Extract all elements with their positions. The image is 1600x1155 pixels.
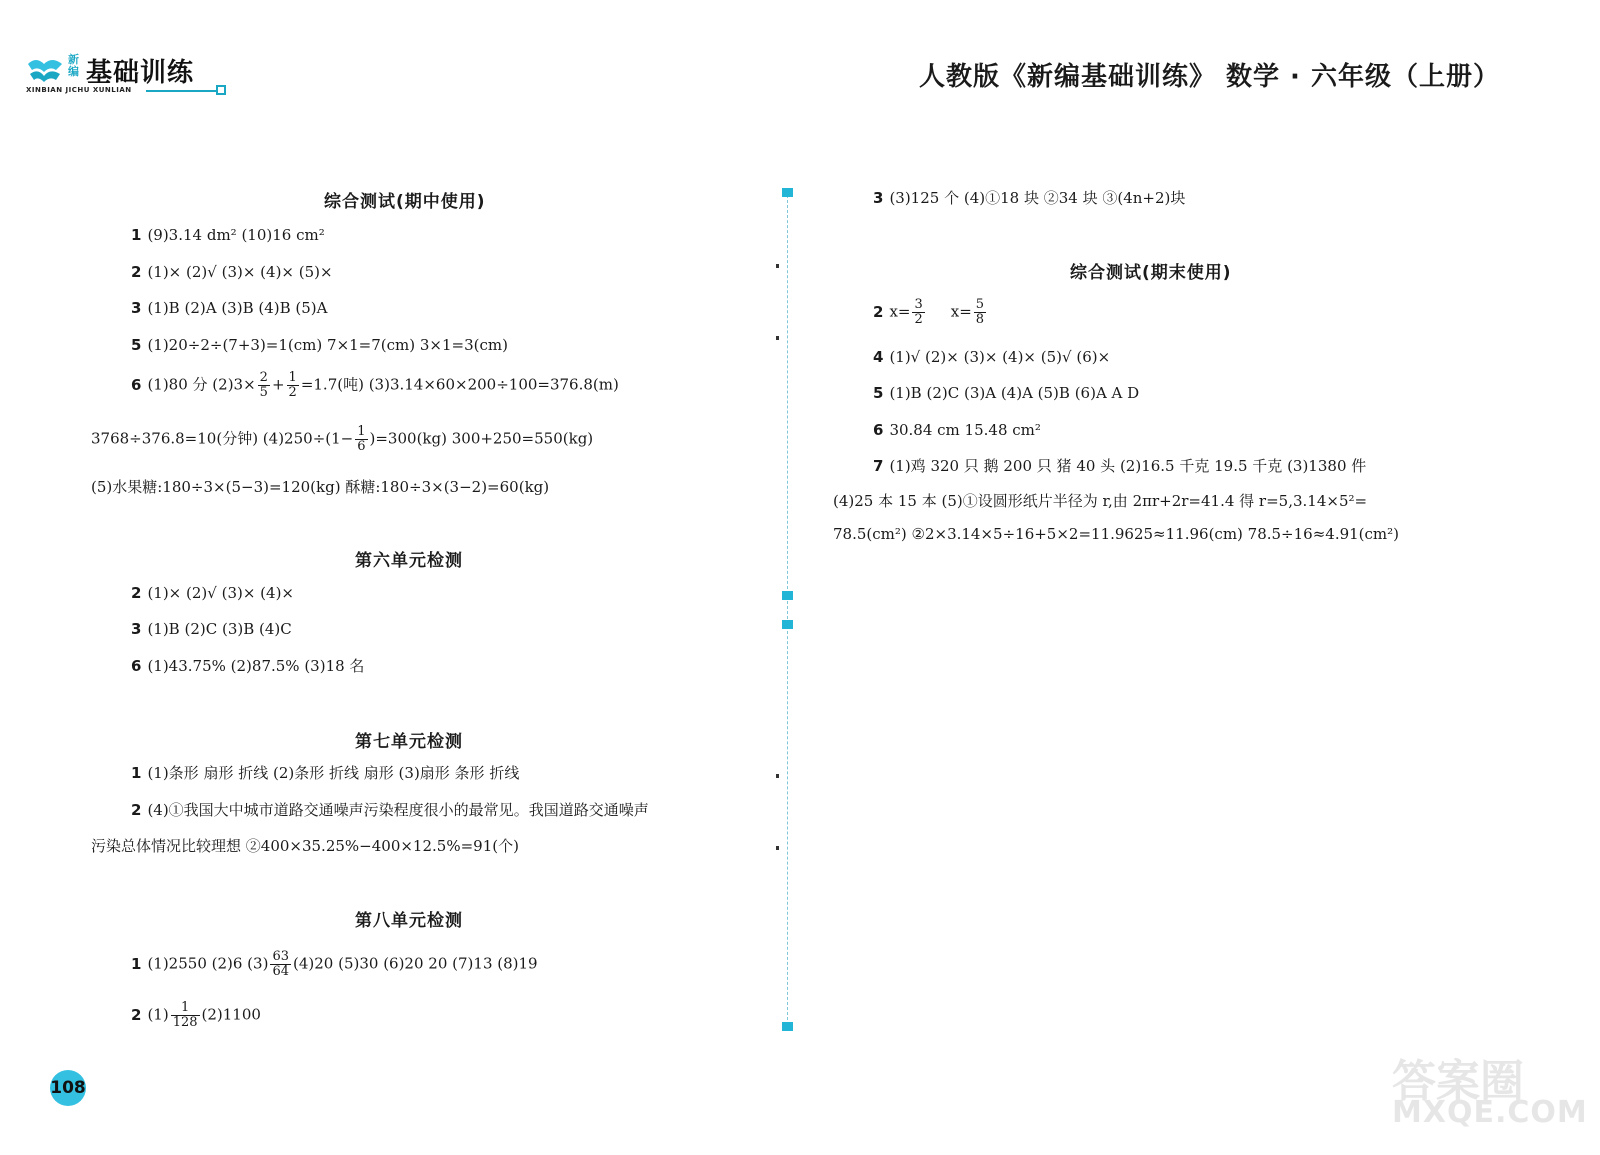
- column-divider: [787, 190, 788, 1030]
- binding-dot: [776, 846, 779, 850]
- fraction: [355, 425, 367, 454]
- question-number: 2: [131, 584, 142, 602]
- answer-text: )=300(kg) 300+250=550(kg): [369, 429, 594, 448]
- section-title-final: 综合测试(期末使用): [1070, 263, 1232, 283]
- answer-text: (1)B (2)A (3)B (4)B (5)A: [147, 299, 328, 317]
- answer-text: 3768÷376.8=10(分钟) (4)250÷(1−: [91, 429, 354, 448]
- fraction-denominator: 64: [272, 964, 289, 979]
- fraction-numerator: 2: [259, 370, 268, 385]
- logo-box-icon: [216, 85, 226, 95]
- answer-text: (4)20 (5)30 (6)20 20 (7)13 (8)19: [292, 954, 538, 973]
- answer-line: [131, 763, 519, 783]
- answer-text: +: [271, 375, 285, 394]
- question-number: 1: [131, 226, 142, 244]
- answer-text: (1)80 分 (2)3×: [147, 375, 256, 394]
- question-number: 4: [873, 348, 884, 366]
- question-number: 2: [131, 801, 142, 819]
- question-number: 3: [131, 299, 142, 317]
- logo-underline: [146, 90, 216, 92]
- page-number: 108: [50, 1070, 86, 1106]
- fraction-numerator: 1: [171, 1001, 200, 1016]
- question-number: 2: [873, 302, 884, 321]
- question-number: 7: [873, 457, 884, 475]
- answer-text: (1)B (2)C (3)A (4)A (5)B (6)A A D: [889, 384, 1140, 402]
- fraction: [258, 371, 270, 400]
- answer-line: [833, 524, 1399, 544]
- answer-text: (1)43.75% (2)87.5% (3)18 名: [147, 657, 365, 675]
- answer-line: [873, 456, 1366, 476]
- question-number: 3: [873, 189, 884, 207]
- binding-dot: [776, 774, 779, 778]
- answer-text: 30.84 cm 15.48 cm²: [889, 421, 1041, 439]
- answer-text: (1)条形 扇形 折线 (2)条形 折线 扇形 (3)扇形 条形 折线: [147, 764, 520, 782]
- answer-text: (1): [147, 1005, 169, 1024]
- fraction-numerator: 1: [288, 370, 297, 385]
- logo-title: 基础训练: [86, 58, 195, 88]
- logo-mark-icon: [26, 56, 64, 84]
- binding-dot: [776, 336, 779, 340]
- answer-text: (1)鸡 320 只 鹅 200 只 猪 40 头 (2)16.5 千克 19.5 千克 (3)1380 件: [889, 457, 1367, 475]
- watermark-text: 答案圈: [1392, 1056, 1524, 1107]
- question-number: 6: [873, 421, 884, 439]
- fraction-denominator: 8: [975, 312, 985, 327]
- answer-line: [131, 335, 508, 355]
- question-number: 5: [131, 336, 142, 354]
- answer-text: (1)2550 (2)6 (3): [147, 954, 269, 973]
- answer-text: (4)25 本 15 本 (5)①设圆形纸片半径为 r,由 2πr+2r=41.4 得 r=5,3.14×5²=: [833, 492, 1368, 510]
- answer-line: [131, 1001, 261, 1030]
- answer-text: 78.5(cm²) ②2×3.14×5÷16+5×2=11.9625≈11.96(cm) 78.5÷16≈4.91(cm²): [833, 525, 1400, 543]
- answer-line: [873, 383, 1139, 403]
- fraction: [270, 950, 291, 979]
- answer-text: (1)20÷2÷(7+3)=1(cm) 7×1=7(cm) 3×1=3(cm): [147, 336, 508, 354]
- answer-text: (1)√ (2)× (3)× (4)× (5)√ (6)×: [889, 348, 1111, 366]
- fraction-denominator: 2: [914, 312, 923, 327]
- question-number: 3: [131, 620, 142, 638]
- watermark-url: MXQE.COM: [1392, 1095, 1588, 1130]
- answer-line: [873, 188, 1185, 208]
- fraction: [974, 298, 986, 327]
- answer-line: [91, 425, 593, 454]
- question-number: 1: [131, 764, 142, 782]
- answer-text: x=: [889, 302, 911, 321]
- fraction-numerator: 5: [975, 297, 985, 312]
- answer-line: [873, 347, 1110, 367]
- answer-text: (3)125 个 (4)①18 块 ②34 块 ③(4n+2)块: [889, 189, 1186, 207]
- binding-marker: [782, 188, 793, 197]
- fraction-denominator: 6: [357, 439, 366, 454]
- question-number: 2: [131, 1005, 142, 1024]
- fraction-numerator: 3: [914, 297, 923, 312]
- answer-line: [131, 656, 364, 676]
- question-number: 2: [131, 263, 142, 281]
- watermark-logo: [1392, 1045, 1588, 1135]
- answer-text: (5)水果糖:180÷3×(5−3)=120(kg) 酥糖:180÷3×(3−2)=60(kg): [91, 478, 550, 496]
- fraction-denominator: 5: [259, 385, 268, 400]
- binding-marker: [782, 1022, 793, 1031]
- answer-line: [131, 619, 292, 639]
- question-number: 5: [873, 384, 884, 402]
- section-title-unit8: 第八单元检测: [355, 911, 463, 931]
- answer-line: [833, 491, 1367, 511]
- fraction: [171, 1001, 200, 1030]
- book-title: 人教版《新编基础训练》 数学 · 六年级（上册）: [918, 62, 1500, 92]
- answer-text: (2)1100: [201, 1005, 261, 1024]
- answer-text: (1)× (2)√ (3)× (4)× (5)×: [147, 263, 333, 281]
- question-number: 6: [131, 375, 142, 394]
- binding-marker: [782, 620, 793, 629]
- binding-marker: [782, 591, 793, 600]
- question-number: 6: [131, 657, 142, 675]
- section-title-midterm: 综合测试(期中使用): [324, 192, 486, 212]
- answer-line: [131, 371, 619, 400]
- section-title-unit7: 第七单元检测: [355, 732, 463, 752]
- answer-line: [131, 800, 649, 820]
- question-number: 1: [131, 954, 142, 973]
- answer-line: [131, 225, 325, 245]
- fraction: [287, 371, 299, 400]
- answer-text: (4)①我国大中城市道路交通噪声污染程度很小的最常见。我国道路交通噪声: [147, 801, 649, 819]
- answer-line: [131, 583, 294, 603]
- answer-text: x=: [950, 302, 972, 321]
- answer-line: [873, 420, 1041, 440]
- answer-text: (9)3.14 dm² (10)16 cm²: [147, 226, 325, 244]
- logo-xin: 新编: [68, 53, 79, 78]
- fraction-denominator: 2: [288, 385, 297, 400]
- answer-text: (1)× (2)√ (3)× (4)×: [147, 584, 294, 602]
- binding-dot: [776, 264, 779, 268]
- fraction: [912, 298, 924, 327]
- logo-pinyin: XINBIAN JICHU XUNLIAN: [26, 86, 132, 94]
- header-logo: [26, 52, 226, 96]
- answer-text: 污染总体情况比较理想 ②400×35.25%−400×12.5%=91(个): [91, 837, 519, 855]
- section-title-unit6: 第六单元检测: [355, 551, 463, 571]
- answer-line: [91, 477, 549, 497]
- fraction-numerator: 63: [272, 949, 289, 964]
- fraction-numerator: 1: [357, 424, 366, 439]
- answer-line: [91, 836, 519, 856]
- answer-text: (1)B (2)C (3)B (4)C: [147, 620, 292, 638]
- answer-text: =1.7(吨) (3)3.14×60×200÷100=376.8(m): [300, 375, 619, 394]
- fraction-denominator: 128: [172, 1015, 198, 1030]
- answer-line: [131, 950, 538, 979]
- answer-line: [131, 298, 327, 318]
- answer-line: [873, 298, 988, 327]
- answer-line: [131, 262, 333, 282]
